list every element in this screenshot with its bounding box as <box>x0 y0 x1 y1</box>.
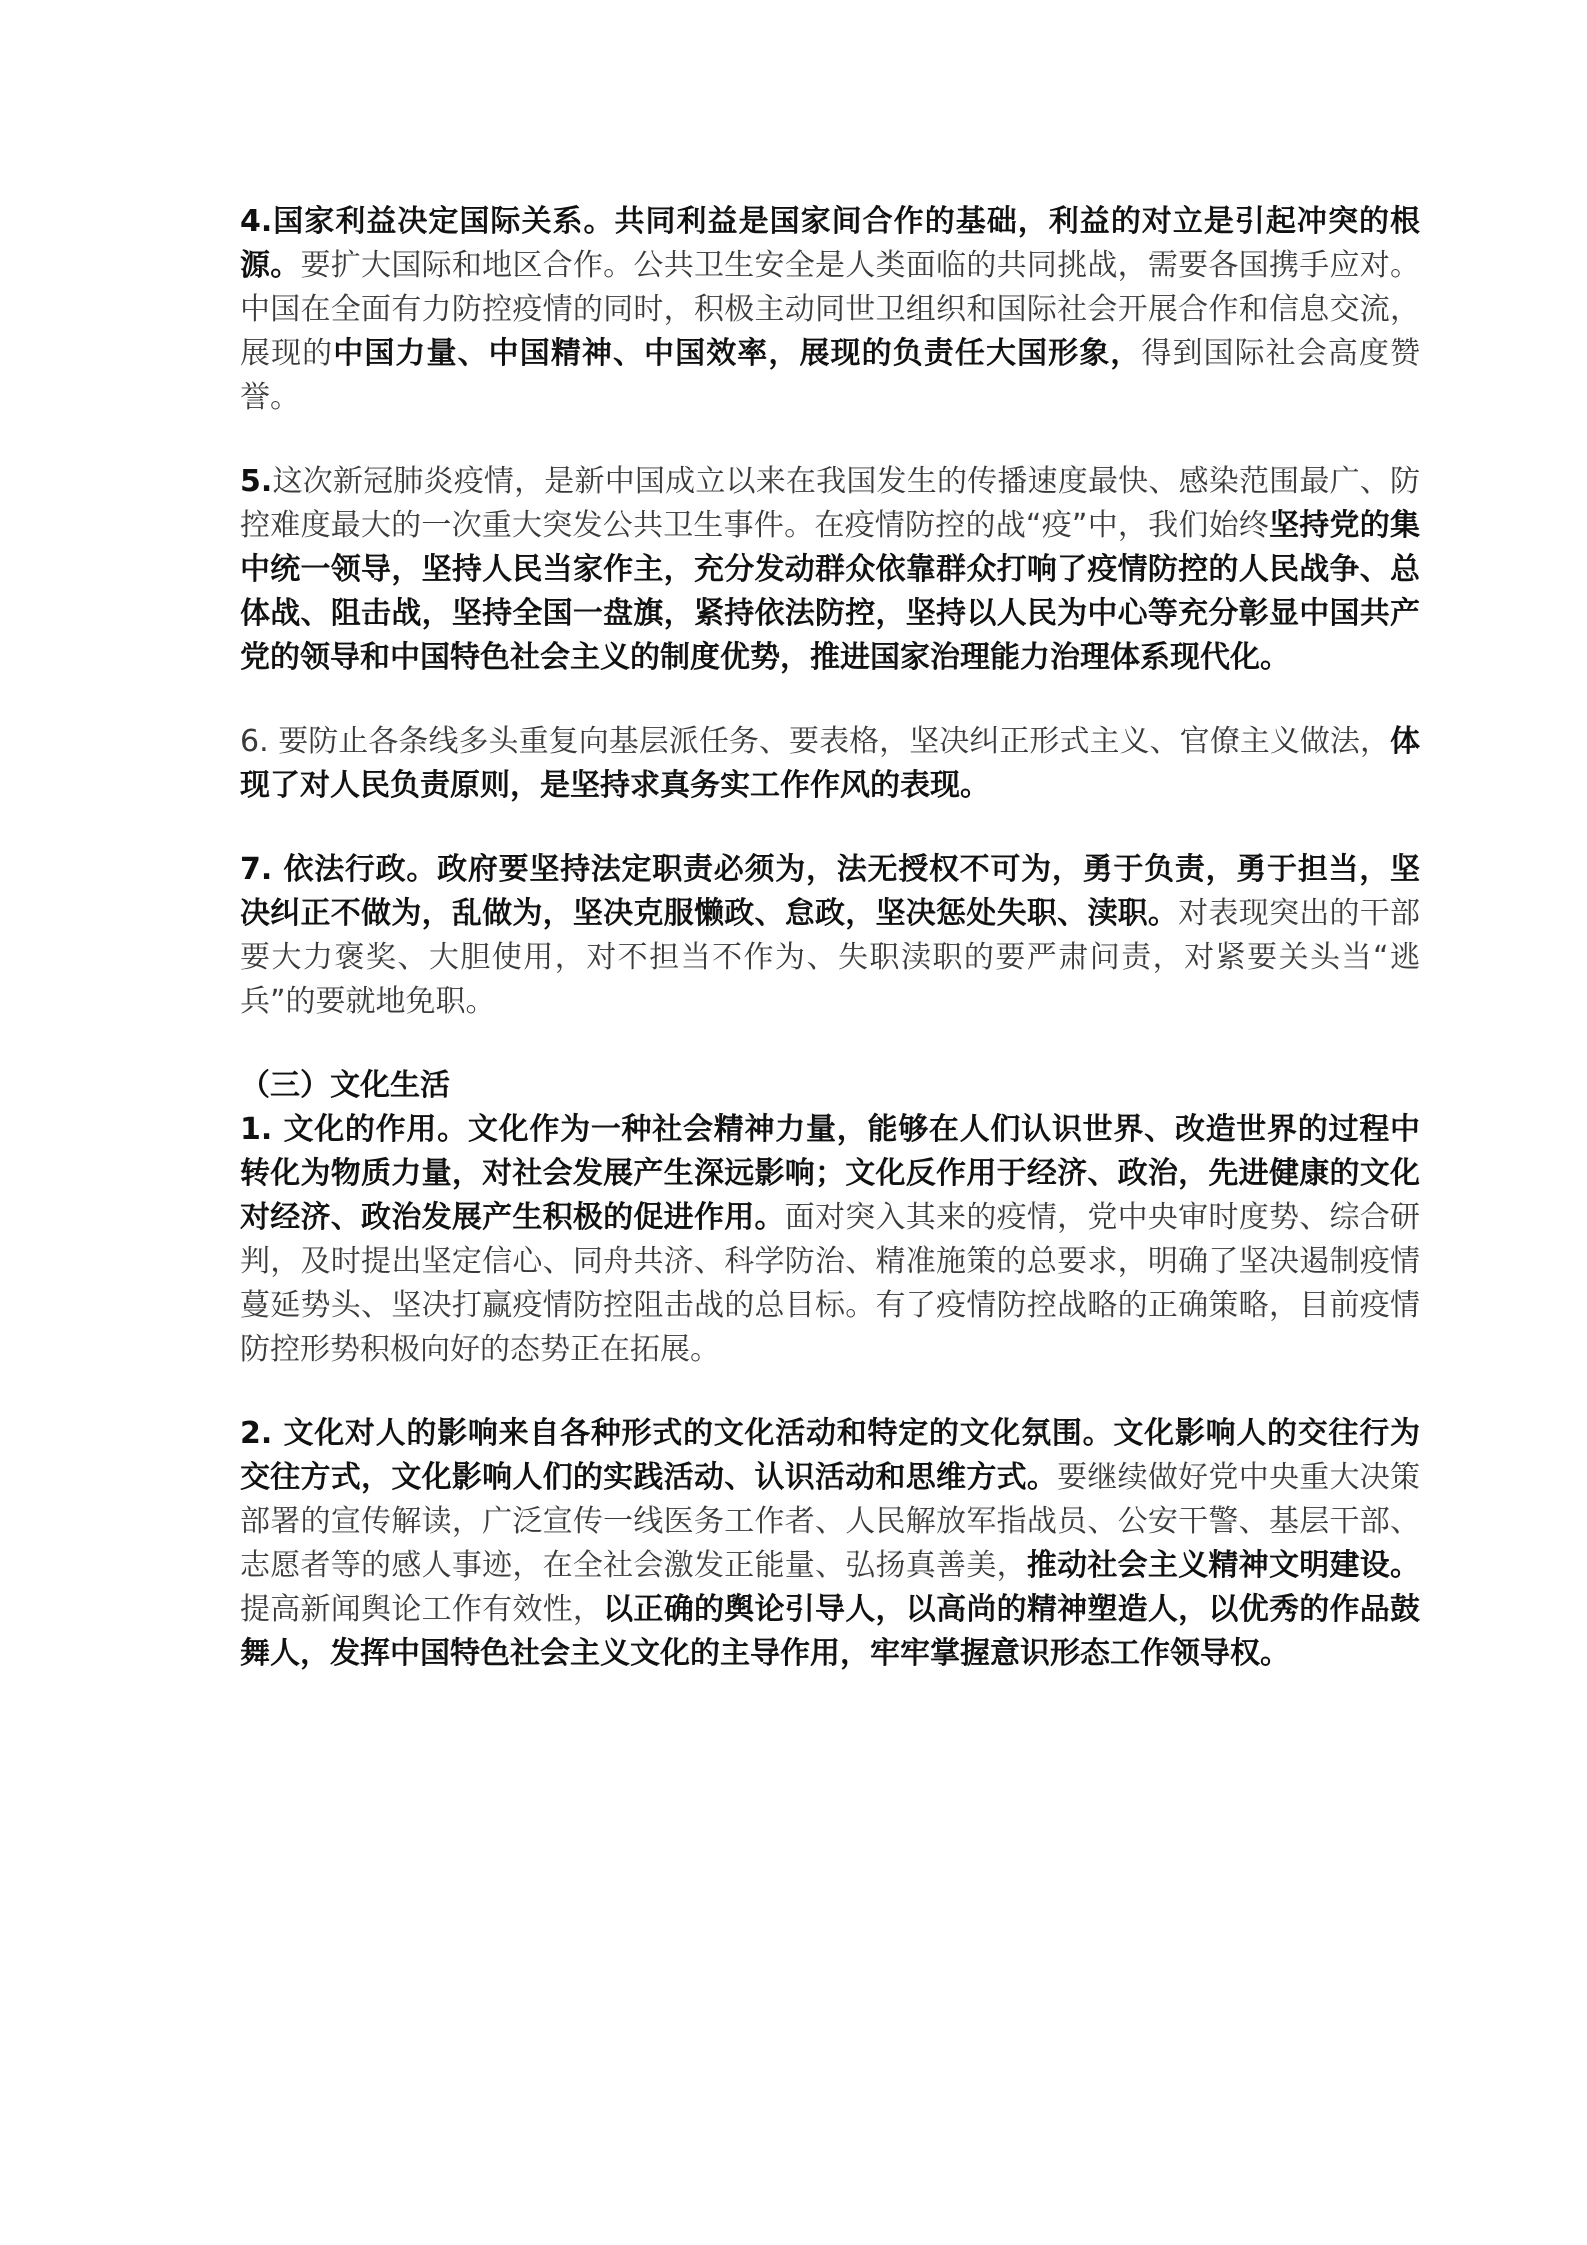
paragraph-7 <box>240 848 1420 1024</box>
paragraph-4-bold-2: 中国力量、中国精神、中国效率，展现的负责任大国形象， <box>333 336 1142 371</box>
paragraph-5-text-1: 这次新冠肺炎疫情，是新中国成立以来在我国发生的传播速度最快、感染范围最广、防控难度最大的一次重大突发公共卫生事件。在疫情防控的战“疫”中，我们始终 <box>240 464 1420 543</box>
paragraph-7-bold-1: 7. 依法行政。政府要坚持法定职责必须为，法无授权不可为，勇于负责，勇于担当，坚决纠正不做为，乱做为，坚决克服懒政、怠政，坚决惩处失职、渎职。 <box>240 852 1420 931</box>
culture-paragraph-2-text-2: 提高新闻舆论工作有效性， <box>240 1592 604 1627</box>
culture-paragraph-1 <box>240 1108 1420 1372</box>
culture-paragraph-2 <box>240 1412 1420 1676</box>
paragraph-6-text-1: 6. 要防止各条线多头重复向基层派任务、要表格，坚决纠正形式主义、官僚主义做法， <box>240 724 1390 759</box>
document-page <box>240 200 1420 1716</box>
paragraph-5-number: 5. <box>240 464 273 499</box>
paragraph-4-bold-1: 4.国家利益决定国际关系。共同利益是国家间合作的基础，利益的对立是引起冲突的根源。 <box>240 204 1420 283</box>
paragraph-4 <box>240 200 1420 420</box>
culture-paragraph-2-bold-2: 推动社会主义精神文明建设。 <box>1026 1548 1421 1583</box>
paragraph-6-bold-1: 体现了对人民负责原则，是坚持求真务实工作作风的表现。 <box>240 724 1420 803</box>
paragraph-7-text-1: 对表现突出的干部要大力褒奖、大胆使用，对不担当不作为、失职渎职的要严肃问责，对紧要关头当“逃兵”的要就地免职。 <box>240 896 1421 1019</box>
paragraph-4-text-2: 得到国际社会高度赞誉。 <box>240 336 1421 415</box>
paragraph-5 <box>240 460 1420 680</box>
paragraph-4-text-1: 要扩大国际和地区合作。公共卫生安全是人类面临的共同挑战，需要各国携手应对。中国在全面有力防控疫情的同时，积极主动同世卫组织和国际社会开展合作和信息交流，展现的 <box>240 248 1421 371</box>
section-title-culture: （三）文化生活 <box>240 1068 450 1103</box>
culture-paragraph-2-bold-1: 2. 文化对人的影响来自各种形式的文化活动和特定的文化氛围。文化影响人的交往行为交往方式，文化影响人们的实践活动、认识活动和思维方式。 <box>240 1416 1420 1495</box>
paragraph-6 <box>240 720 1420 808</box>
paragraph-5-bold-1: 坚持党的集中统一领导，坚持人民当家作主，充分发动群众依靠群众打响了疫情防控的人民战争、总体战、阻击战，坚持全国一盘旗，紧持依法防控，坚持以人民为中心等充分彰显中国共产党的领导和中国特色社会主义的制度优势，推进国家治理能力治理体系现代化。 <box>240 508 1420 675</box>
culture-paragraph-2-bold-3: 以正确的舆论引导人，以高尚的精神塑造人，以优秀的作品鼓舞人，发挥中国特色社会主义文化的主导作用，牢牢掌握意识形态工作领导权。 <box>240 1592 1421 1671</box>
culture-paragraph-1-text-1: 面对突入其来的疫情，党中央审时度势、综合研判，及时提出坚定信心、同舟共济、科学防治、精准施策的总要求，明确了坚决遏制疫情蔓延势头、坚决打赢疫情防控阻击战的总目标。有了疫情防控战略的正确策略，目前疫情防控形势积极向好的态势正在拓展。 <box>240 1200 1421 1367</box>
culture-paragraph-2-text-1: 要继续做好党中央重大决策部署的宣传解读，广泛宣传一线医务工作者、人民解放军指战员、公安干警、基层干部、志愿者等的感人事迹，在全社会激发正能量、弘扬真善美， <box>240 1460 1421 1583</box>
culture-paragraph-1-bold-1: 1. 文化的作用。文化作为一种社会精神力量，能够在人们认识世界、改造世界的过程中转化为物质力量，对社会发展产生深远影响；文化反作用于经济、政治，先进健康的文化对经济、政治发展产生积极的促进作用。 <box>240 1112 1420 1235</box>
